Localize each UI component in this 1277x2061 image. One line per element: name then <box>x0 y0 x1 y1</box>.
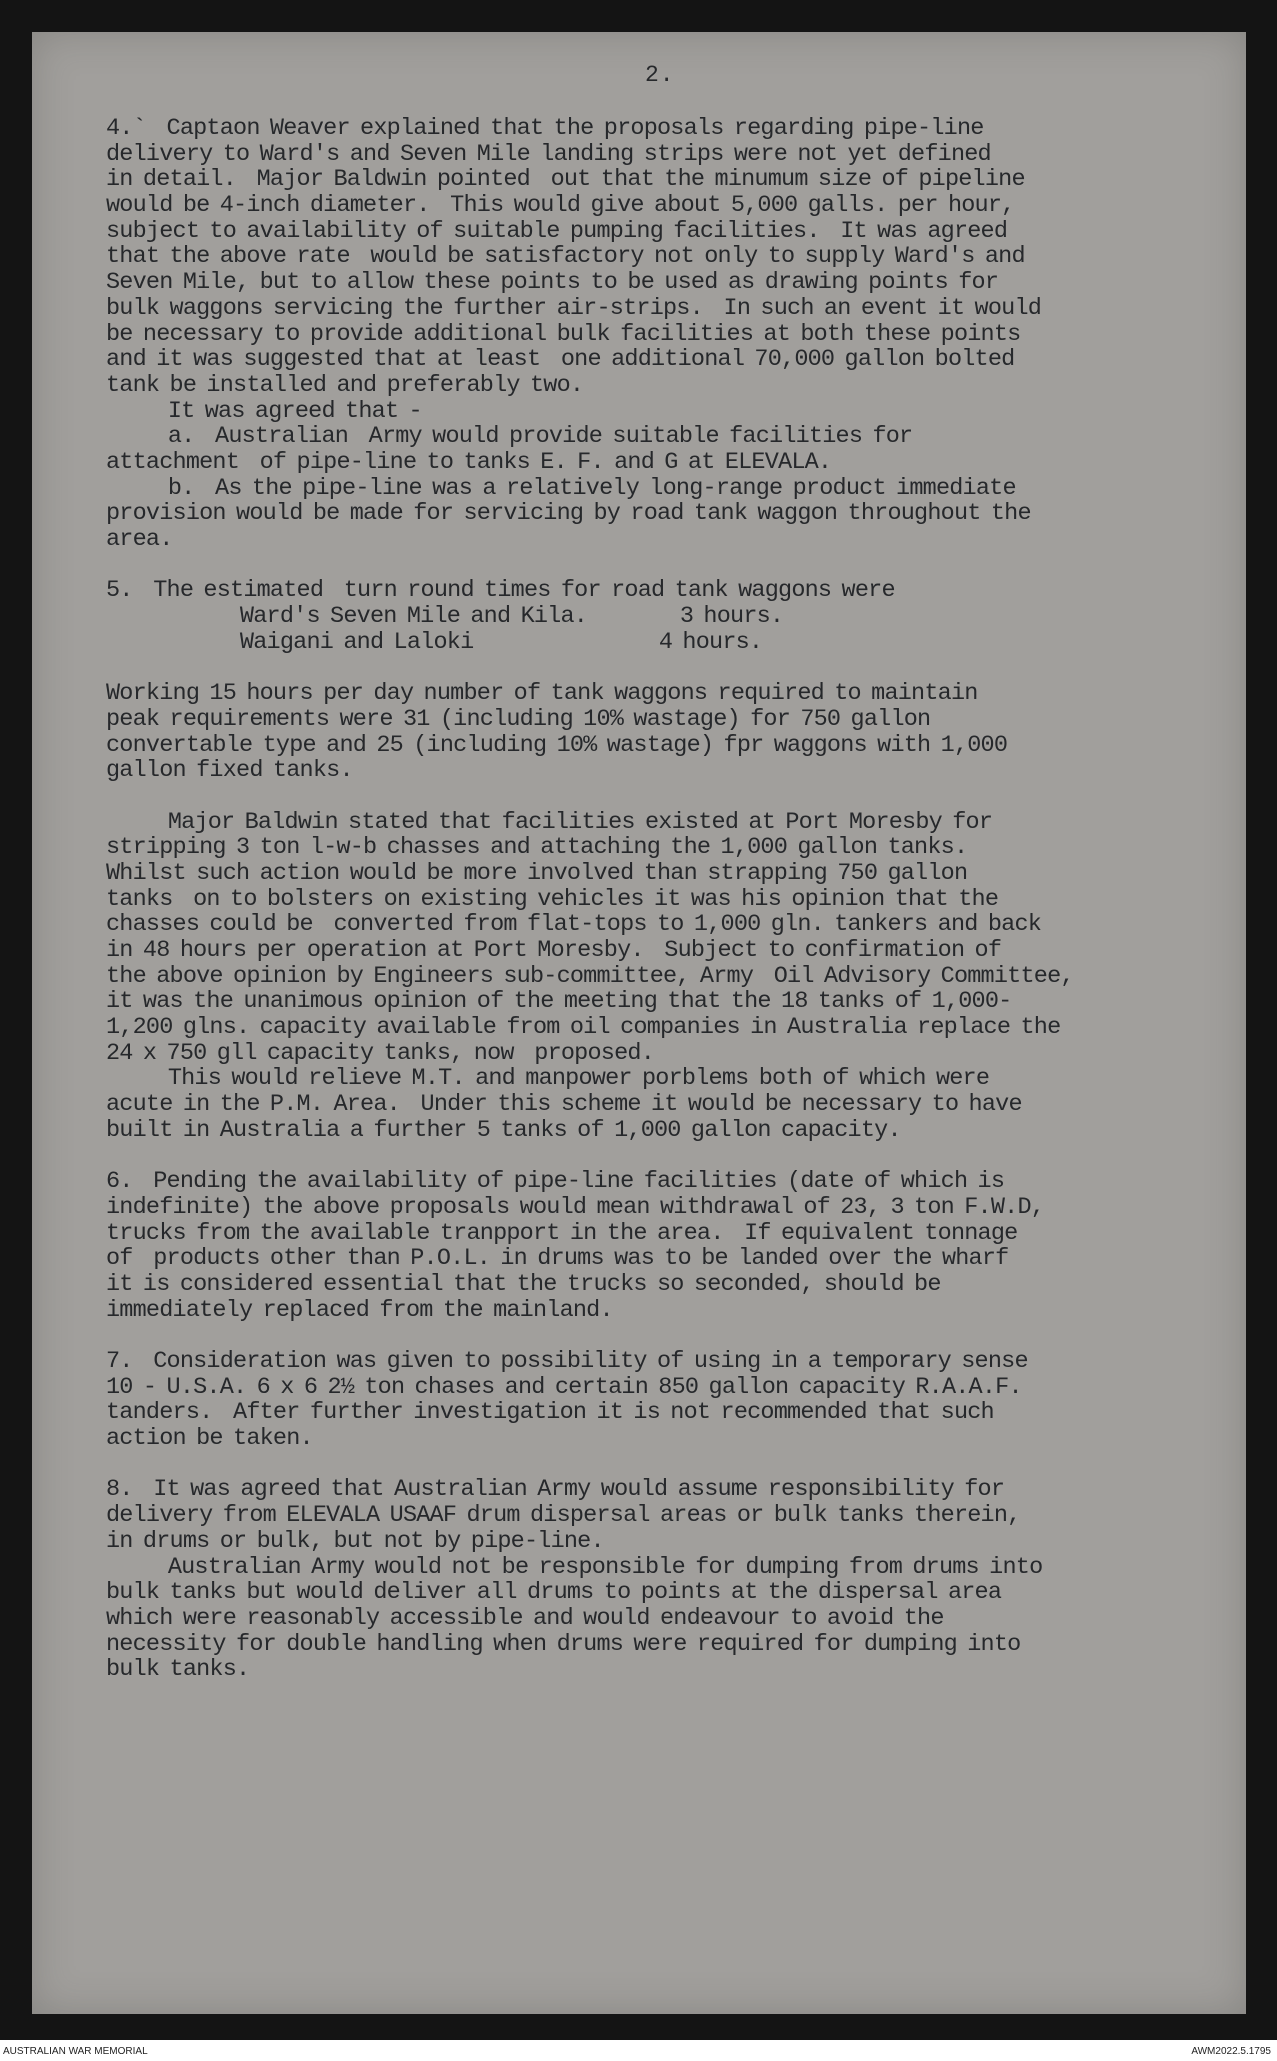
text-line: 4.` Captaon Weaver explained that the proposals regarding pipe-line <box>106 115 984 142</box>
text-line: of products other than P.O.L. in drums was to be landed over the wharf <box>106 1245 1009 1273</box>
text-line: trucks from the available tranpport in the area. If equivalent tonnage <box>106 1219 1018 1247</box>
text-line: This would relieve M.T. and manpower porblems both of which were <box>106 1065 990 1093</box>
text-line: chasses could be converted from flat-tops to 1,000 gln. tankers and back <box>106 911 1042 939</box>
text-line: gallon fixed tanks. <box>106 757 353 785</box>
text-line: 8. It was agreed that Australian Army would assume responsibility for <box>106 1476 1005 1504</box>
page-number: 2. <box>645 62 675 88</box>
text-line: a. Australian Army would provide suitable facilities for <box>106 423 913 451</box>
text-line: necessity for double handling when drums were required for dumping into <box>106 1630 1021 1658</box>
text-line: that the above rate would be satisfactory not only to supply Ward's and <box>106 243 1025 271</box>
text-line: built in Australia a further 5 tanks of 1,000 gallon capacity. <box>106 1116 901 1144</box>
text-line: convertable type and 25 (including 10% wastage) fpr waggons with 1,000 <box>106 731 1008 759</box>
text-line: area. <box>106 526 173 553</box>
text-line: 5. The estimated turn round times for road tank waggons were <box>106 577 895 605</box>
text-line: in drums or bulk, but not by pipe-line. <box>106 1527 604 1555</box>
text-line: bulk tanks but would deliver all drums to points at the dispersal area <box>106 1579 1002 1607</box>
text-line: tanders. After further investigation it is not recommended that such <box>106 1399 994 1427</box>
text-line: Working 15 hours per day number of tank waggons required to maintain <box>106 680 978 708</box>
text-line: tanks on to bolsters on existing vehicles it was his opinion that the <box>106 885 999 913</box>
text-line: it is considered essential that the trucks so seconded, should be <box>106 1270 941 1298</box>
text-line: 24 x 750 gll capacity tanks, now proposed. <box>106 1039 654 1067</box>
text-line: 6. Pending the availability of pipe-line facilities (date of which is <box>106 1168 1005 1196</box>
text-line: subject to availability of suitable pumping facilities. It was agreed <box>106 217 1008 245</box>
text-line: Waigani and Laloki 4 hours. <box>106 628 763 656</box>
text-line: Seven Mile, but to allow these points to be used as drawing points for <box>106 269 999 297</box>
text-line: stripping 3 ton l-w-b chasses and attaching the 1,000 gallon tanks. <box>106 834 968 862</box>
text-line: Whilst such action would be more involved than strapping 750 gallon <box>106 859 968 887</box>
text-line: Major Baldwin stated that facilities existed at Port Moresby for <box>106 808 993 836</box>
text-line <box>106 553 1246 579</box>
text-line: bulk tanks. <box>106 1656 250 1684</box>
text-line <box>106 1452 1246 1478</box>
text-line: delivery from ELEVALA USAAF drum dispersal areas or bulk tanks therein, <box>106 1502 1021 1530</box>
text-line: bulk waggons servicing the further air-strips. In such an event it would <box>106 294 1042 322</box>
text-line <box>106 655 1246 681</box>
text-line <box>106 1323 1246 1349</box>
text-line: immediately replaced from the mainland. <box>106 1296 613 1324</box>
text-line: would be 4-inch diameter. This would give about 5,000 galls. per hour, <box>106 192 1015 220</box>
text-line: peak requirements were 31 (including 10% wastage) for 750 gallon <box>106 705 931 733</box>
text-line: indefinite) the above proposals would mean withdrawal of 23, 3 ton F.W.D, <box>106 1193 1045 1221</box>
text-line: the above opinion by Engineers sub-committee, Army Oil Advisory Committee, <box>106 962 1074 990</box>
text-line: 7. Consideration was given to possibility of using in a temporary sense <box>106 1348 1028 1375</box>
text-line: 10 - U.S.A. 6 x 6 2½ ton chases and certain 850 gallon capacity R.A.A.F. <box>106 1373 1022 1401</box>
text-line: in 48 hours per operation at Port Moresby. Subject to confirmation of <box>106 937 1002 964</box>
text-line: It was agreed that - <box>106 397 422 425</box>
text-line: Australian Army would not be responsible for dumping from drums into <box>106 1553 1043 1581</box>
text-line: which were reasonably accessible and would endeavour to avoid the <box>106 1604 944 1632</box>
text-line: acute in the P.M. Area. Under this scheme it would be necessary to have <box>106 1091 1022 1119</box>
text-line: it was the unanimous opinion of the meeting that the 18 tanks of 1,000- <box>106 988 1012 1016</box>
text-line: be necessary to provide additional bulk facilities at both these points <box>106 320 1021 348</box>
text-line: Ward's Seven Mile and Kila. 3 hours. <box>106 603 784 631</box>
footer-accession-number: AWM2022.5.1795 <box>1191 2046 1271 2057</box>
text-line: provision would be made for servicing by road tank waggon throughout the <box>106 500 1031 528</box>
text-line: 1,200 glns. capacity available from oil companies in Australia replace the <box>106 1014 1061 1042</box>
text-line <box>106 1144 1246 1170</box>
text-line <box>106 784 1246 810</box>
text-line: b. As the pipe-line was a relatively long-range product immediate <box>106 474 1016 502</box>
archive-footer <box>0 2044 1277 2061</box>
text-line: attachment of pipe-line to tanks E. F. and G at ELEVALA. <box>106 448 832 476</box>
typed-body-text <box>106 116 1246 1683</box>
text-line: in detail. Major Baldwin pointed out that the minumum size of pipeline <box>106 166 1025 194</box>
footer-institution: AUSTRALIAN WAR MEMORIAL <box>3 2046 148 2057</box>
text-line: and it was suggested that at least one additional 70,000 gallon bolted <box>106 346 1015 374</box>
text-line: delivery to Ward's and Seven Mile landing strips were not yet defined <box>106 140 991 168</box>
text-line: action be taken. <box>106 1425 313 1453</box>
text-line: tank be installed and preferably two. <box>106 371 584 399</box>
